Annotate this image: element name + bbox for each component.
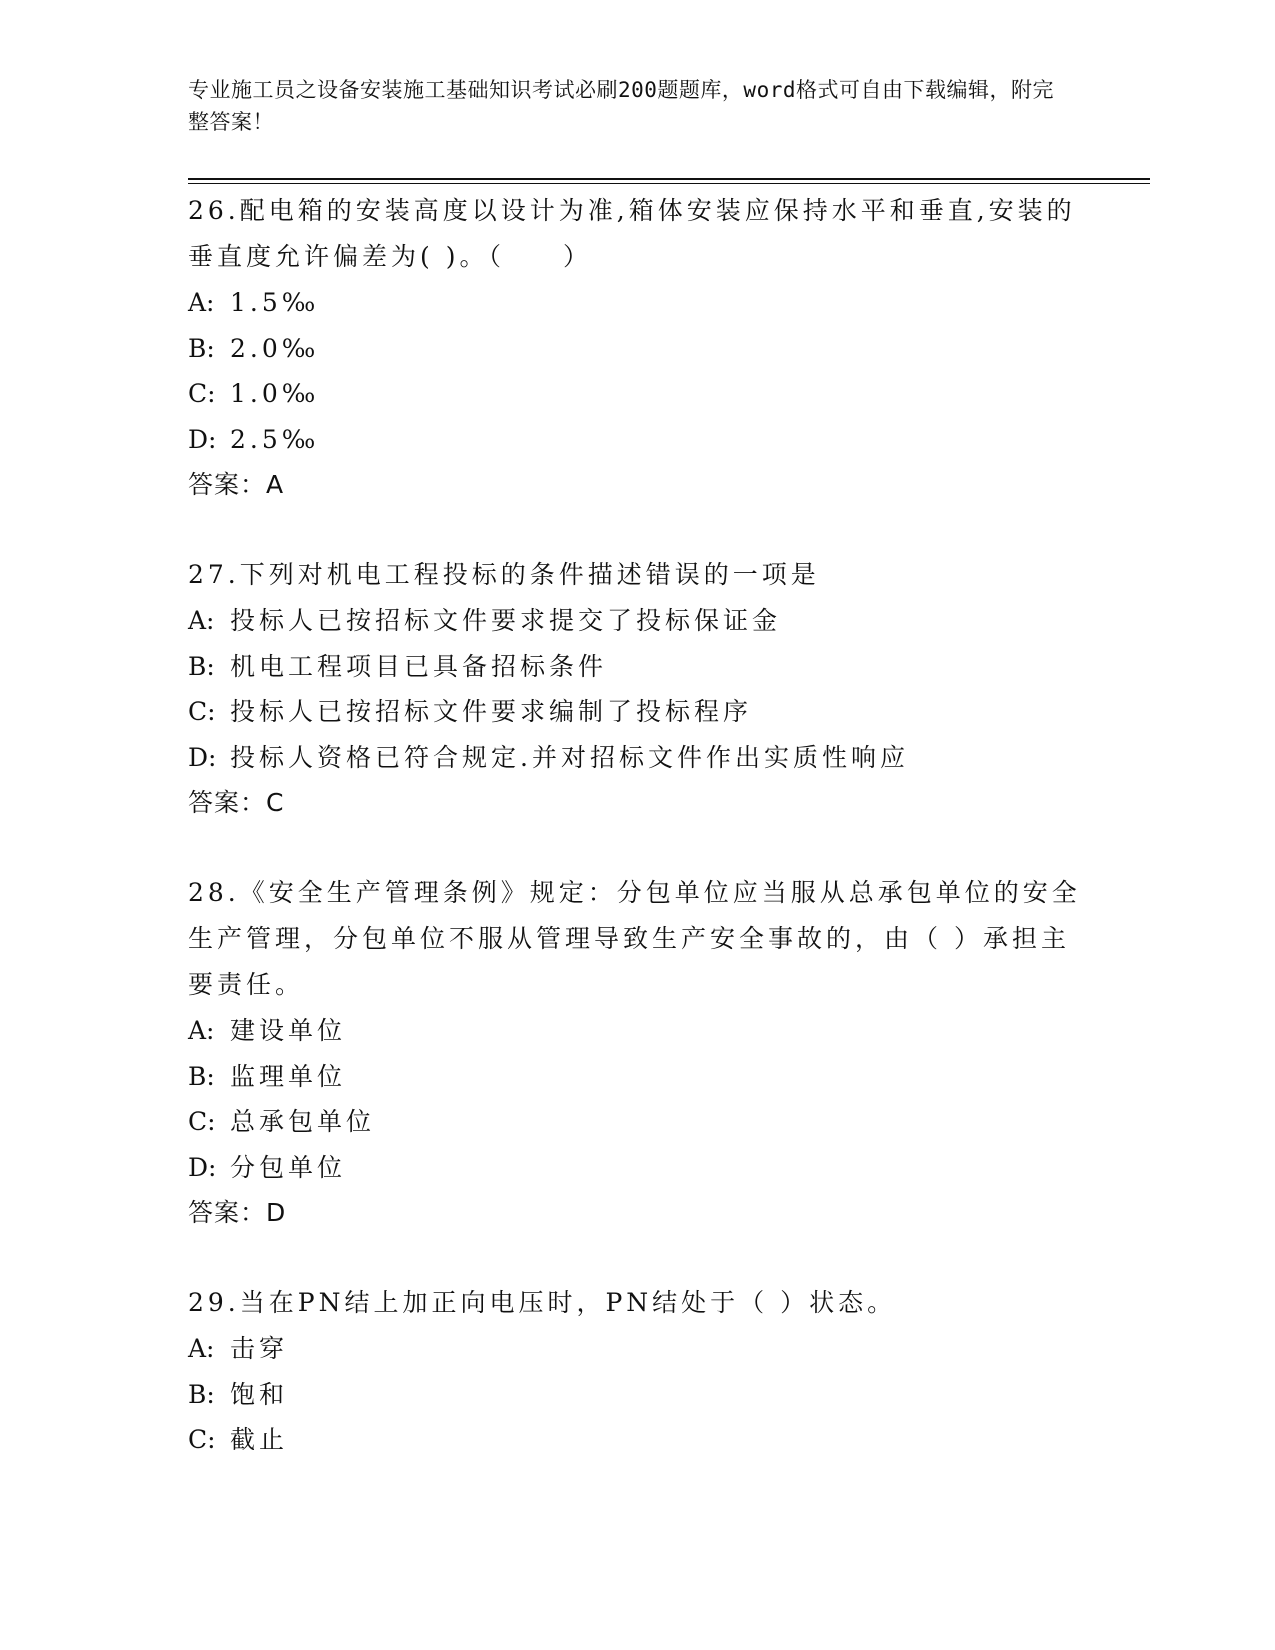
option-c[interactable] — [188, 1099, 1088, 1145]
option-text: 机电工程项目已具备招标条件 — [230, 651, 608, 681]
option-c[interactable] — [188, 371, 1088, 417]
option-a[interactable] — [188, 280, 1088, 326]
option-d[interactable] — [188, 417, 1088, 463]
option-letter: C: — [188, 379, 216, 408]
option-d[interactable] — [188, 735, 1088, 781]
option-letter: B: — [188, 1379, 215, 1409]
option-text: 投标人已按招标文件要求提交了投标保证金 — [230, 606, 782, 635]
question-list — [188, 188, 1088, 1463]
option-text: 1.5‰ — [230, 288, 320, 317]
question-stem: 29.当在PN结上加正向电压时，PN结处于（ ）状态。 — [188, 1288, 897, 1317]
option-text: 总承包单位 — [230, 1107, 376, 1136]
option-text: 2.5‰ — [230, 424, 320, 454]
option-text: 1.0‰ — [230, 379, 320, 408]
option-a[interactable] — [188, 598, 1088, 644]
option-letter: A: — [188, 1334, 215, 1363]
option-letter: C: — [188, 1425, 216, 1454]
document-header-title: 专业施工员之设备安装施工基础知识考试必刷200题题库，word格式可自由下载编辑，附完整答案！ — [188, 78, 1054, 134]
option-letter: A: — [188, 606, 215, 635]
question-spacer — [188, 508, 1088, 552]
option-text: 投标人资格已符合规定.并对招标文件作出实质性响应 — [230, 742, 909, 772]
option-letter: D: — [188, 1152, 217, 1182]
option-letter: B: — [188, 1061, 215, 1091]
option-letter: B: — [188, 333, 215, 363]
question-27 — [188, 552, 1088, 826]
question-spacer — [188, 1236, 1088, 1280]
option-a[interactable] — [188, 1326, 1088, 1372]
option-b[interactable] — [188, 1372, 1088, 1418]
option-text: 饱和 — [230, 1379, 289, 1409]
answer-line: 答案：D — [188, 1198, 287, 1227]
question-stem: 28.《安全生产管理条例》规定：分包单位应当服从总承包单位的安全生产管理，分包单位不服从管理导致生产安全事故的，由（ ）承担主要责任。 — [188, 878, 1081, 999]
option-b[interactable] — [188, 1054, 1088, 1100]
option-text: 击穿 — [230, 1334, 289, 1363]
option-b[interactable] — [188, 326, 1088, 372]
option-text: 监理单位 — [230, 1061, 347, 1091]
option-letter: C: — [188, 697, 216, 726]
option-c[interactable] — [188, 1417, 1088, 1463]
option-a[interactable] — [188, 1008, 1088, 1054]
option-text: 投标人已按招标文件要求编制了投标程序 — [230, 697, 753, 726]
option-letter: A: — [188, 1016, 215, 1045]
question-stem: 26.配电箱的安装高度以设计为准,箱体安装应保持水平和垂直,安装的垂直度允许偏差为( )。（ ） — [188, 196, 1076, 271]
question-stem: 27.下列对机电工程投标的条件描述错误的一项是 — [188, 560, 820, 589]
question-26 — [188, 188, 1088, 508]
option-letter: C: — [188, 1107, 216, 1136]
option-text: 截止 — [230, 1425, 289, 1454]
header-divider-thick — [188, 178, 1150, 180]
answer-line: 答案：C — [188, 788, 285, 817]
option-letter: D: — [188, 742, 217, 772]
question-spacer — [188, 826, 1088, 870]
header-divider-thin — [188, 183, 1150, 184]
option-text: 建设单位 — [230, 1016, 347, 1045]
option-letter: B: — [188, 651, 215, 681]
option-letter: A: — [188, 288, 215, 317]
question-28 — [188, 870, 1088, 1236]
option-d[interactable] — [188, 1145, 1088, 1191]
answer-line: 答案：A — [188, 470, 285, 499]
option-c[interactable] — [188, 689, 1088, 735]
option-text: 分包单位 — [230, 1152, 347, 1182]
question-29 — [188, 1280, 1088, 1463]
option-b[interactable] — [188, 644, 1088, 690]
option-letter: D: — [188, 424, 217, 454]
option-text: 2.0‰ — [230, 333, 320, 363]
